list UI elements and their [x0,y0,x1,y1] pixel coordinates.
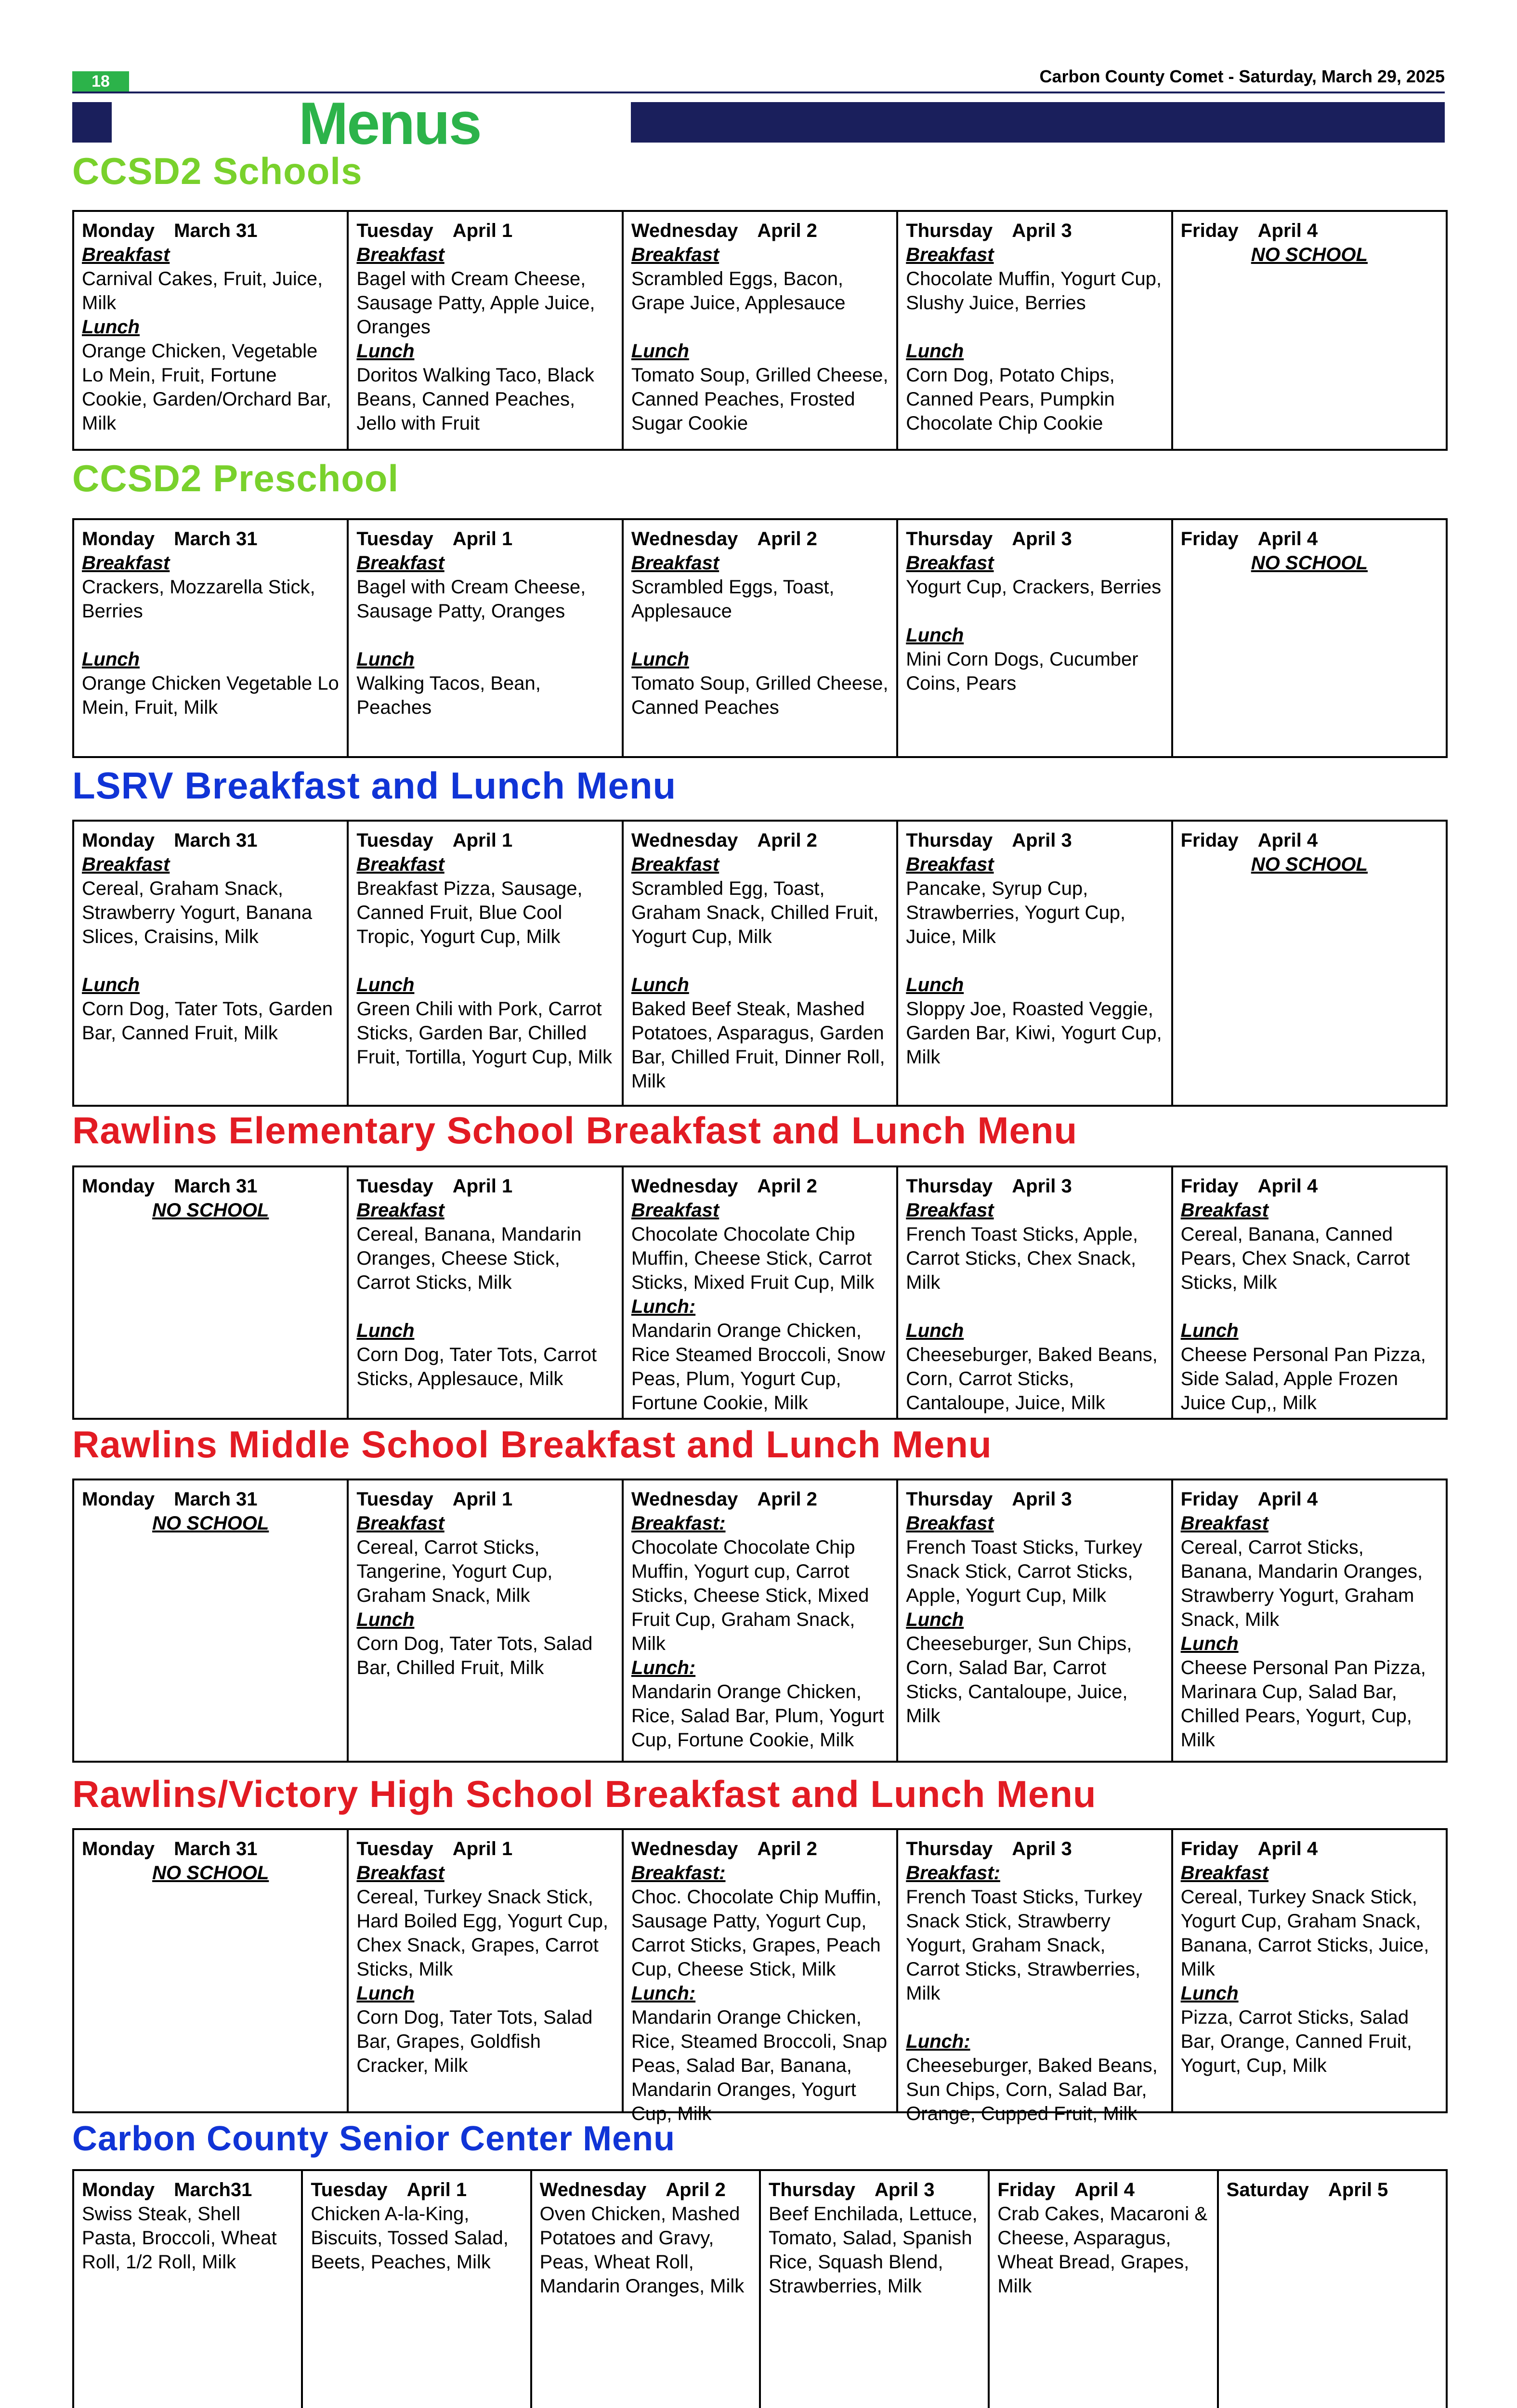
breakfast-label: Breakfast [82,854,170,875]
section-title-ccsd2-preschool: CCSD2 Preschool [72,457,399,499]
publication-header: Carbon County Comet - Saturday, March 29, 2025 [1039,66,1445,86]
day-name: Monday [82,528,155,550]
lunch-items: Cheese Personal Pan Pizza, Marinara Cup, Salad Bar, Chilled Pears, Yogurt, Cup, Milk [1180,1657,1426,1751]
day-date: April 2 [666,2179,726,2200]
day-cell-wednesday [622,822,896,1105]
day-date: March 31 [174,830,258,851]
day-name: Tuesday [356,830,433,851]
lunch-items: Cheeseburger, Baked Beans, Corn, Carrot Sticks, Cantaloupe, Juice, Milk [906,1344,1158,1413]
lunch-items: Cheese Personal Pan Pizza, Side Salad, Apple Frozen Juice Cup,, Milk [1180,1344,1426,1413]
menu-table-rawlins-elementary [72,1165,1448,1420]
breakfast-label: Breakfast [906,1513,994,1534]
section-title-senior-center: Carbon County Senior Center Menu [72,2120,676,2158]
breakfast-items: Cereal, Carrot Sticks, Banana, Mandarin Oranges, Strawberry Yogurt, Graham Snack, Milk [1180,1537,1423,1630]
menu-table-rawlins-middle [72,1479,1448,1763]
lunch-items: Corn Dog, Tater Tots, Salad Bar, Chilled Fruit, Milk [356,1633,593,1678]
lunch-items: Cheeseburger, Sun Chips, Corn, Salad Bar, Carrot Sticks, Cantaloupe, Juice, Milk [906,1633,1132,1727]
day-name: Friday [997,2179,1056,2200]
day-name: Thursday [906,1489,993,1510]
spacer [906,315,1163,339]
spacer [631,623,889,647]
day-name: Friday [1180,1176,1239,1197]
lunch-items: Green Chili with Pork, Carrot Sticks, Garden Bar, Chilled Fruit, Tortilla, Yogurt Cup, Milk [356,998,612,1068]
menu-table-ccsd2-schools [72,210,1448,451]
page-number: 18 [72,71,129,92]
breakfast-items: Bagel with Cream Cheese, Sausage Patty, Apple Juice, Oranges [356,268,595,338]
day-cell-wednesday [622,1830,896,2124]
day-cell-tuesday [347,822,621,1105]
breakfast-items: Cereal, Graham Snack, Strawberry Yogurt, Banana Slices, Craisins, Milk [82,878,313,947]
day-date: April 1 [406,2179,467,2200]
breakfast-items: Carnival Cakes, Fruit, Juice, Milk [82,268,323,314]
day-date: April 5 [1328,2179,1388,2200]
spacer [82,949,339,973]
day-heading [540,2178,751,2202]
no-school-label: NO SCHOOL [1251,244,1368,265]
no-school-label: NO SCHOOL [152,1862,269,1884]
day-name: Tuesday [356,1489,433,1510]
breakfast-items: Bagel with Cream Cheese, Sausage Patty, Oranges [356,576,586,622]
day-date: April 3 [1012,528,1072,550]
header-block [72,102,112,143]
day-heading [82,1837,339,1861]
lunch-items: Walking Tacos, Bean, Peaches [356,673,541,718]
lunch-items: Orange Chicken, Vegetable Lo Mein, Fruit, Fortune Cookie, Garden/Orchard Bar, Milk [82,340,332,434]
day-cell-tuesday [347,1167,621,1418]
day-cell-friday [1171,822,1446,1105]
breakfast-items: Chocolate Chocolate Chip Muffin, Yogurt cup, Carrot Sticks, Cheese Stick, Mixed Fruit Cup, Graham Snack, Milk [631,1537,869,1654]
breakfast-items: French Toast Sticks, Turkey Snack Stick, Carrot Sticks, Apple, Yogurt Cup, Milk [906,1537,1142,1606]
day-heading [906,828,1163,852]
section-title-lsrv: LSRV Breakfast and Lunch Menu [72,764,677,807]
day-date: April 2 [757,1838,817,1859]
breakfast-label: Breakfast [356,1200,445,1221]
day-cell-wednesday [622,212,896,449]
day-name: Thursday [768,2179,856,2200]
day-heading [997,2178,1209,2202]
day-name: Thursday [906,220,993,241]
day-date: April 4 [1257,830,1318,851]
day-date: March 31 [174,528,258,550]
breakfast-label: Breakfast [1180,1513,1269,1534]
day-date: April 2 [757,830,817,851]
breakfast-label: Breakfast [906,1200,994,1221]
lunch-items: Mini Corn Dogs, Cucumber Coins, Pears [906,649,1138,694]
day-date: April 3 [1012,830,1072,851]
day-cell-monday [74,1480,347,1761]
day-date: April 1 [452,220,513,241]
day-cell-monday [74,822,347,1105]
breakfast-items: Pancake, Syrup Cup, Strawberries, Yogurt Cup, Juice, Milk [906,878,1126,947]
lunch-label: Lunch [631,649,689,670]
page-title: Menus [299,91,481,157]
lunch-label: Lunch [906,1320,964,1341]
breakfast-items: Chocolate Muffin, Yogurt Cup, Slushy Juice, Berries [906,268,1162,314]
breakfast-label: Breakfast [906,854,994,875]
lunch-items: Baked Beef Steak, Mashed Potatoes, Asparagus, Garden Bar, Chilled Fruit, Dinner Roll, Milk [631,998,885,1092]
lunch-label: Lunch [906,1609,964,1630]
day-name: Monday [82,830,155,851]
day-cell-thursday [759,2171,988,2408]
lunch-label: Lunch [356,649,415,670]
lunch-items: Corn Dog, Tater Tots, Salad Bar, Grapes, Goldfish Cracker, Milk [356,2007,593,2076]
day-name: Thursday [906,1838,993,1859]
header-rule [72,92,1445,93]
day-date: April 1 [452,830,513,851]
breakfast-label: Breakfast [82,244,170,265]
lunch-items: Mandarin Orange Chicken, Rice Steamed Broccoli, Snow Peas, Plum, Yogurt Cup, Fortune Cookie, Milk [631,1320,885,1413]
day-cell-tuesday [347,520,621,756]
day-name: Tuesday [356,1176,433,1197]
lunch-label: Lunch [82,316,140,338]
breakfast-label: Breakfast [906,552,994,574]
spacer [631,949,889,973]
day-name: Tuesday [356,528,433,550]
lunch-items: Mandarin Orange Chicken, Rice, Salad Bar, Plum, Yogurt Cup, Fortune Cookie, Milk [631,1681,884,1751]
menu-table-senior-center [72,2169,1448,2408]
day-heading [356,1487,614,1511]
day-cell-thursday [896,520,1171,756]
day-name: Friday [1180,1489,1239,1510]
lunch-items: Cheeseburger, Baked Beans, Sun Chips, Corn, Salad Bar, Orange, Cupped Fruit, Milk [906,2055,1158,2124]
day-heading [82,527,339,551]
breakfast-label: Breakfast [631,1200,719,1221]
day-cell-monday [74,520,347,756]
breakfast-items: French Toast Sticks, Apple, Carrot Sticks, Chex Snack, Milk [906,1224,1138,1293]
menu-table-ccsd2-preschool [72,518,1448,758]
day-name: Wednesday [631,1838,738,1859]
lunch-label: Lunch [631,974,689,995]
lunch-items: Corn Dog, Tater Tots, Garden Bar, Canned Fruit, Milk [82,998,333,1044]
lunch-label: Lunch [356,1983,415,2004]
breakfast-items: Cereal, Banana, Canned Pears, Chex Snack, Carrot Sticks, Milk [1180,1224,1410,1293]
day-date: April 4 [1257,1838,1318,1859]
day-name: Tuesday [311,2179,388,2200]
spacer [82,623,339,647]
day-name: Friday [1180,830,1239,851]
day-date: April 2 [757,528,817,550]
day-heading [769,2178,980,2202]
day-heading [1181,1487,1438,1511]
day-heading [1181,1174,1438,1198]
breakfast-label: Breakfast: [631,1513,726,1534]
day-heading [906,219,1163,243]
day-heading [1181,1837,1438,1861]
breakfast-label: Breakfast [356,1862,445,1884]
day-heading [631,1174,889,1198]
day-date: April 4 [1257,528,1318,550]
day-cell-thursday [896,1830,1171,2124]
lunch-label: Lunch: [631,1983,696,2004]
day-heading [906,1837,1163,1861]
breakfast-label: Breakfast [1180,1862,1269,1884]
breakfast-items: Scrambled Eggs, Toast, Applesauce [631,576,835,622]
breakfast-items: Cereal, Carrot Sticks, Tangerine, Yogurt Cup, Graham Snack, Milk [356,1537,553,1606]
section-title-ccsd2-schools: CCSD2 Schools [72,150,363,192]
day-cell-friday [1171,1830,1446,2111]
breakfast-label: Breakfast: [906,1862,1000,1884]
day-cell-friday [1171,520,1446,756]
day-name: Tuesday [356,220,433,241]
lunch-items: Corn Dog, Potato Chips, Canned Pears, Pumpkin Chocolate Chip Cookie [906,365,1115,434]
lunch-label: Lunch: [631,1296,696,1317]
day-date: April 4 [1257,1489,1318,1510]
header-bar [631,102,1445,143]
day-date: March 31 [174,1489,258,1510]
day-heading [356,1837,614,1861]
lunch-label: Lunch [906,625,964,646]
breakfast-label: Breakfast [356,552,445,574]
lunch-label: Lunch: [906,2031,970,2052]
day-name: Friday [1180,1838,1239,1859]
breakfast-label: Breakfast [631,552,719,574]
day-heading [1181,219,1438,243]
day-name: Monday [82,1838,155,1859]
day-name: Wednesday [631,528,738,550]
spacer [906,1295,1163,1319]
lunch-label: Lunch [82,974,140,995]
day-date: April 1 [452,1838,513,1859]
breakfast-label: Breakfast [631,854,719,875]
day-date: April 3 [875,2179,935,2200]
day-date: March 31 [174,220,258,241]
day-heading [356,828,614,852]
lunch-label: Lunch: [631,1657,696,1678]
day-heading [1227,2178,1438,2202]
day-name: Wednesday [631,1489,738,1510]
day-heading [356,1174,614,1198]
menu-text: Crab Cakes, Macaroni & Cheese, Asparagus, Wheat Bread, Grapes, Milk [997,2203,1208,2297]
breakfast-label: Breakfast [356,1513,445,1534]
breakfast-items: Cereal, Banana, Mandarin Oranges, Cheese Stick, Carrot Sticks, Milk [356,1224,582,1293]
breakfast-label: Breakfast: [631,1862,726,1884]
day-date: April 4 [1257,1176,1318,1197]
day-date: March 31 [174,1838,258,1859]
day-heading [631,219,889,243]
no-school-label: NO SCHOOL [152,1200,269,1221]
day-heading [82,1174,339,1198]
day-date: April 3 [1012,1489,1072,1510]
breakfast-items: Cereal, Turkey Snack Stick, Hard Boiled Egg, Yogurt Cup, Chex Snack, Grapes, Carrot Sticks, Milk [356,1886,608,1980]
lunch-items: Tomato Soup, Grilled Cheese, Canned Peaches [631,673,889,718]
no-school-label: NO SCHOOL [1251,552,1368,574]
menu-table-lsrv [72,820,1448,1107]
lunch-label: Lunch [1180,1983,1239,2004]
day-cell-tuesday [347,1830,621,2111]
section-title-rawlins-high: Rawlins/Victory High School Breakfast and Lunch Menu [72,1773,1097,1815]
lunch-items: Doritos Walking Taco, Black Beans, Canned Peaches, Jello with Fruit [356,365,594,434]
day-heading [82,1487,339,1511]
day-date: April 1 [452,1489,513,1510]
day-name: Thursday [906,528,993,550]
lunch-items: Mandarin Orange Chicken, Rice, Steamed Broccoli, Snap Peas, Salad Bar, Banana, Mandarin Oranges, Yogurt Cup, Milk [631,2007,888,2124]
spacer [1181,1295,1438,1319]
day-cell-wednesday [622,520,896,756]
spacer [356,623,614,647]
day-date: March31 [174,2179,252,2200]
spacer [906,599,1163,623]
day-name: Tuesday [356,1838,433,1859]
breakfast-items: Crackers, Mozzarella Stick, Berries [82,576,315,622]
day-cell-saturday [1217,2171,1446,2408]
lunch-label: Lunch [631,340,689,362]
day-cell-friday [988,2171,1216,2408]
day-name: Friday [1180,220,1239,241]
spacer [356,1295,614,1319]
day-cell-friday [1171,1480,1446,1761]
lunch-label: Lunch [356,1320,415,1341]
lunch-label: Lunch [1180,1633,1239,1654]
breakfast-items: French Toast Sticks, Turkey Snack Stick, Strawberry Yogurt, Graham Snack, Carrot Sticks, Strawberries, Milk [906,1886,1142,2004]
day-cell-wednesday [622,1480,896,1761]
menu-text: Beef Enchilada, Lettuce, Tomato, Salad, Spanish Rice, Squash Blend, Strawberries, Milk [768,2203,978,2297]
day-heading [311,2178,522,2202]
day-cell-wednesday [530,2171,759,2408]
day-name: Friday [1180,528,1239,550]
day-date: April 1 [452,1176,513,1197]
lunch-items: Orange Chicken Vegetable Lo Mein, Fruit, Milk [82,673,339,718]
breakfast-label: Breakfast [906,244,994,265]
day-name: Wednesday [539,2179,647,2200]
day-cell-tuesday [347,1480,621,1761]
day-date: April 3 [1012,220,1072,241]
day-heading [356,527,614,551]
day-date: April 3 [1012,1176,1072,1197]
day-cell-thursday [896,1480,1171,1761]
breakfast-items: Cereal, Turkey Snack Stick, Yogurt Cup, Graham Snack, Banana, Carrot Sticks, Juice, Milk [1180,1886,1429,1980]
day-cell-tuesday [347,212,621,449]
day-date: April 2 [757,1176,817,1197]
spacer [906,949,1163,973]
breakfast-items: Scrambled Egg, Toast, Graham Snack, Chilled Fruit, Yogurt Cup, Milk [631,878,879,947]
day-cell-tuesday [301,2171,530,2408]
menu-text: Swiss Steak, Shell Pasta, Broccoli, Wheat Roll, 1/2 Roll, Milk [82,2203,277,2273]
menu-text: Oven Chicken, Mashed Potatoes and Gravy, Peas, Wheat Roll, Mandarin Oranges, Milk [539,2203,745,2297]
day-heading [906,1487,1163,1511]
menu-table-rawlins-high [72,1828,1448,2124]
lunch-items: Tomato Soup, Grilled Cheese, Canned Peaches, Frosted Sugar Cookie [631,365,889,434]
day-cell-thursday [896,822,1171,1105]
no-school-label: NO SCHOOL [1251,854,1368,875]
lunch-items: Pizza, Carrot Sticks, Salad Bar, Orange, Canned Fruit, Yogurt, Cup, Milk [1180,2007,1412,2076]
day-heading [631,527,889,551]
no-school-label: NO SCHOOL [152,1513,269,1534]
day-cell-wednesday [622,1167,896,1418]
day-name: Monday [82,1489,155,1510]
lunch-label: Lunch [356,1609,415,1630]
day-date: April 4 [1074,2179,1135,2200]
day-name: Thursday [906,830,993,851]
lunch-label: Lunch [356,974,415,995]
day-cell-thursday [896,1167,1171,1418]
spacer [631,315,889,339]
day-heading [82,219,339,243]
breakfast-label: Breakfast [356,854,445,875]
lunch-label: Lunch [356,340,415,362]
day-name: Saturday [1226,2179,1309,2200]
breakfast-label: Breakfast [356,244,445,265]
day-heading [906,1174,1163,1198]
day-heading [631,1487,889,1511]
day-name: Thursday [906,1176,993,1197]
day-date: April 2 [757,1489,817,1510]
day-cell-monday [74,2171,301,2408]
day-name: Wednesday [631,220,738,241]
breakfast-items: Chocolate Chocolate Chip Muffin, Cheese Stick, Carrot Sticks, Mixed Fruit Cup, Milk [631,1224,875,1293]
spacer [356,949,614,973]
day-heading [906,527,1163,551]
day-heading [82,828,339,852]
day-name: Monday [82,220,155,241]
menu-text: Chicken A-la-King, Biscuits, Tossed Salad, Beets, Peaches, Milk [311,2203,509,2273]
day-cell-monday [74,212,347,449]
day-heading [356,219,614,243]
lunch-label: Lunch [906,974,964,995]
section-title-rawlins-elementary: Rawlins Elementary School Breakfast and Lunch Menu [72,1109,1078,1152]
day-name: Wednesday [631,830,738,851]
day-heading [631,1837,889,1861]
day-cell-thursday [896,212,1171,449]
lunch-label: Lunch [906,340,964,362]
section-title-rawlins-middle: Rawlins Middle School Breakfast and Lunch Menu [72,1423,992,1466]
day-cell-monday [74,1167,347,1418]
day-date: April 2 [757,220,817,241]
day-date: April 3 [1012,1838,1072,1859]
day-date: April 4 [1257,220,1318,241]
breakfast-items: Breakfast Pizza, Sausage, Canned Fruit, Blue Cool Tropic, Yogurt Cup, Milk [356,878,583,947]
spacer [906,2005,1163,2029]
breakfast-items: Choc. Chocolate Chip Muffin, Sausage Patty, Yogurt Cup, Carrot Sticks, Grapes, Peach Cup, Cheese Stick, Milk [631,1886,882,1980]
breakfast-label: Breakfast [631,244,719,265]
lunch-items: Corn Dog, Tater Tots, Carrot Sticks, Applesauce, Milk [356,1344,597,1389]
day-cell-friday [1171,1167,1446,1418]
day-heading [1181,828,1438,852]
day-date: April 1 [452,528,513,550]
breakfast-label: Breakfast [1180,1200,1269,1221]
day-name: Wednesday [631,1176,738,1197]
breakfast-items: Scrambled Eggs, Bacon, Grape Juice, Applesauce [631,268,846,314]
lunch-items: Sloppy Joe, Roasted Veggie, Garden Bar, Kiwi, Yogurt Cup, Milk [906,998,1162,1068]
day-heading [631,828,889,852]
breakfast-label: Breakfast [82,552,170,574]
lunch-label: Lunch [82,649,140,670]
day-cell-monday [74,1830,347,2111]
day-name: Monday [82,1176,155,1197]
day-name: Monday [82,2179,155,2200]
day-cell-friday [1171,212,1446,449]
day-heading [1181,527,1438,551]
day-date: March 31 [174,1176,258,1197]
lunch-label: Lunch [1180,1320,1239,1341]
breakfast-items: Yogurt Cup, Crackers, Berries [906,576,1162,598]
day-heading [82,2178,293,2202]
